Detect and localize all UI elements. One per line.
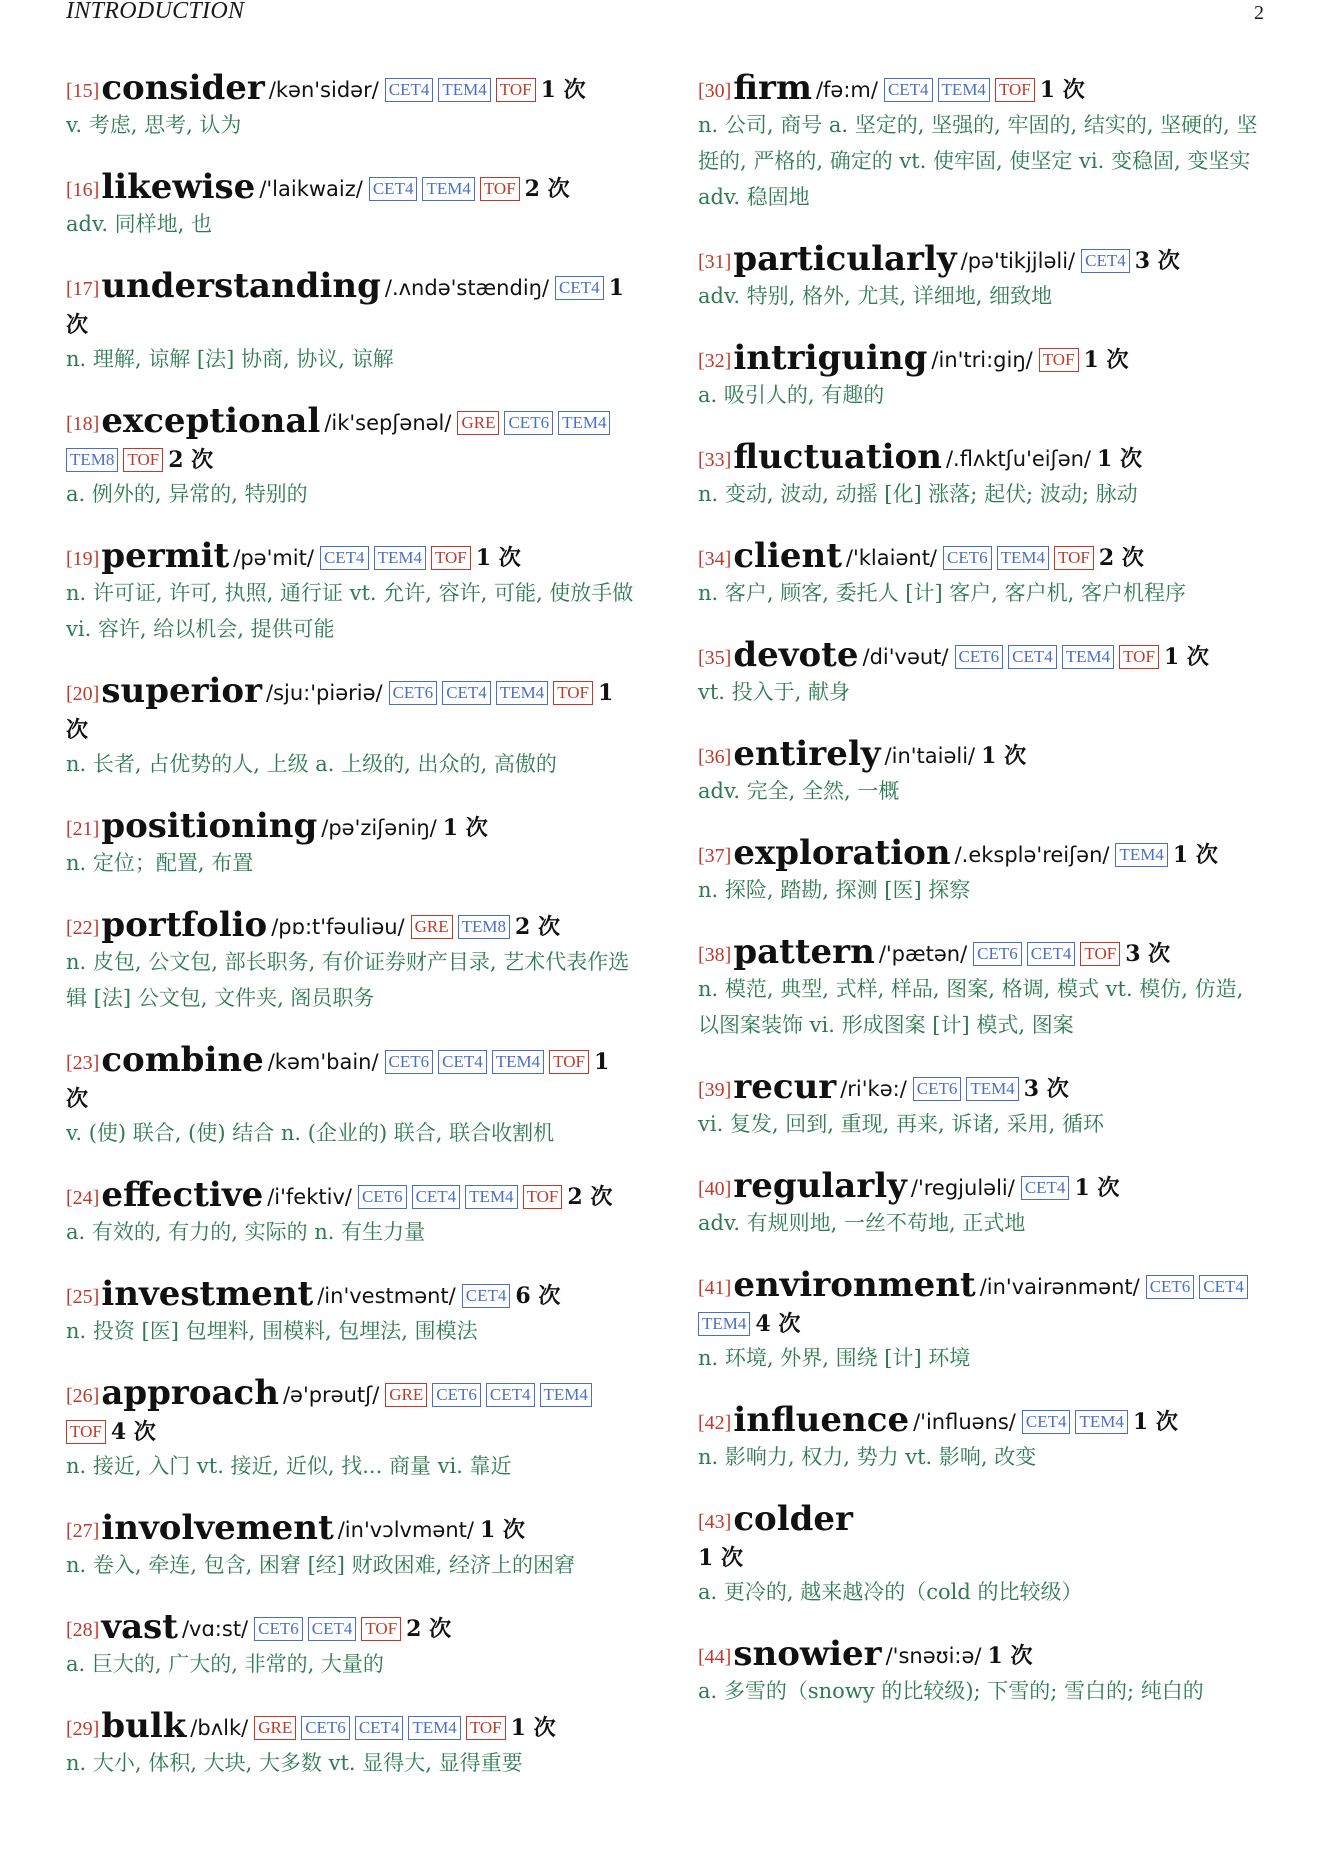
exam-tag: TOF <box>466 1716 506 1740</box>
entry-headline <box>66 538 636 577</box>
exam-tag: TEM4 <box>966 1077 1018 1101</box>
definition: n. 环境, 外界, 围绕 [计] 环境 <box>698 1346 971 1370</box>
headword: influence <box>733 1400 910 1440</box>
entry-number: [18] <box>66 413 100 435</box>
headword: devote <box>733 635 859 675</box>
headword: firm <box>733 68 812 108</box>
exam-tag: CET6 <box>385 1050 434 1074</box>
definition: a. 有效的, 有力的, 实际的 n. 有生力量 <box>66 1220 426 1244</box>
definition: n. 公司, 商号 a. 坚定的, 坚强的, 牢固的, 结实的, 坚硬的, 坚挺的, 严格的, 确定的 vt. 使牢固, 使坚定 vi. 变稳固, 变坚实 adv. 稳固地 <box>698 113 1258 209</box>
definition: adv. 完全, 全然, 一概 <box>698 779 900 803</box>
entry-headline <box>698 70 1268 109</box>
exam-tag: TEM4 <box>698 1312 750 1336</box>
occurrence-count: 1 次 <box>442 815 488 841</box>
exam-tag: TOF <box>496 78 536 102</box>
phonetic: /pə'ziʃəniŋ/ <box>321 816 437 840</box>
headword: consider <box>101 68 265 108</box>
exam-tag: CET4 <box>1027 942 1076 966</box>
exam-tag: TOF <box>431 546 471 570</box>
phonetic: /fə:m/ <box>815 78 878 102</box>
definition: v. (使) 联合, (使) 结合 n. (企业的) 联合, 联合收割机 <box>66 1121 555 1145</box>
exam-tag: CET4 <box>320 546 369 570</box>
phonetic: /'influəns/ <box>913 1410 1016 1434</box>
phonetic: /vɑ:st/ <box>181 1617 249 1641</box>
definition: n. 定位；配置, 布置 <box>66 851 254 875</box>
definition: adv. 特别, 格外, 尤其, 详细地, 细致地 <box>698 284 1053 308</box>
headword: positioning <box>101 806 318 846</box>
entry-number: [37] <box>698 845 732 867</box>
exam-tag: CET4 <box>355 1716 404 1740</box>
occurrence-count: 2 次 <box>1098 545 1144 571</box>
entry-headline <box>66 1177 636 1216</box>
exam-tag: CET4 <box>1008 645 1057 669</box>
entry-headline <box>698 340 1268 379</box>
exam-tag: TOF <box>1054 546 1094 570</box>
phonetic: /pɒ:t'fəuliəu/ <box>271 915 405 939</box>
exam-tag: CET4 <box>1021 1176 1070 1200</box>
vocab-entry <box>66 1177 636 1250</box>
occurrence-count: 1 次 <box>66 680 614 743</box>
exam-tag: TEM4 <box>1075 1410 1127 1434</box>
exam-tag: CET4 <box>1081 249 1130 273</box>
exam-tag: TOF <box>523 1185 563 1209</box>
exam-tag: TOF <box>1039 348 1079 372</box>
definition: n. 卷入, 牵连, 包含, 困窘 [经] 财政困难, 经济上的困窘 <box>66 1553 576 1577</box>
entry-number: [20] <box>66 683 100 705</box>
entry-number: [21] <box>66 818 100 840</box>
occurrence-count: 1 次 <box>510 1715 556 1741</box>
exam-tag: TOF <box>480 177 520 201</box>
headword: regularly <box>733 1166 907 1206</box>
left-column <box>66 70 636 1807</box>
entry-headline <box>698 241 1268 280</box>
entry-number: [34] <box>698 548 732 570</box>
entry-headline <box>66 1510 636 1549</box>
headword: particularly <box>733 239 957 279</box>
exam-tag: CET6 <box>943 546 992 570</box>
occurrence-count: 1 次 <box>1074 1175 1120 1201</box>
entry-headline <box>698 934 1268 973</box>
headword: likewise <box>101 167 256 207</box>
vocab-entry <box>698 439 1268 512</box>
entry-headline <box>66 1276 636 1315</box>
vocab-entry <box>698 637 1268 710</box>
exam-tag: TOF <box>1080 942 1120 966</box>
vocab-entry <box>66 1510 636 1583</box>
exam-tag: TEM8 <box>66 448 118 472</box>
occurrence-count: 2 次 <box>524 176 570 202</box>
occurrence-count: 2 次 <box>406 1616 452 1642</box>
phonetic: /ik'sepʃənəl/ <box>324 411 452 435</box>
vocab-entry <box>698 1636 1268 1709</box>
occurrence-count: 3 次 <box>1125 941 1171 967</box>
phonetic: /in'vairənmənt/ <box>979 1275 1140 1299</box>
headword: exceptional <box>101 401 321 441</box>
occurrence-count: 1 次 <box>1132 1409 1178 1435</box>
occurrence-count: 4 次 <box>755 1311 801 1337</box>
occurrence-count: 1 次 <box>540 77 586 103</box>
vocab-entry <box>66 169 636 242</box>
exam-tag: CET4 <box>412 1185 461 1209</box>
exam-tag: CET6 <box>432 1383 481 1407</box>
entry-number: [31] <box>698 251 732 273</box>
occurrence-count: 1 次 <box>987 1643 1033 1669</box>
entry-number: [36] <box>698 746 732 768</box>
exam-tag: CET4 <box>1022 1410 1071 1434</box>
entry-number: [17] <box>66 278 100 300</box>
definition: adv. 同样地, 也 <box>66 212 213 236</box>
headword: entirely <box>733 734 881 774</box>
entry-number: [32] <box>698 350 732 372</box>
phonetic: /in'taiəli/ <box>884 744 976 768</box>
occurrence-count: 1 次 <box>479 1517 525 1543</box>
vocab-entry <box>698 241 1268 314</box>
exam-tag: CET6 <box>389 681 438 705</box>
exam-tag: TEM4 <box>496 681 548 705</box>
entry-headline <box>66 70 636 109</box>
vocab-entry <box>698 1402 1268 1475</box>
entry-headline <box>698 538 1268 577</box>
vocab-entry <box>698 1168 1268 1241</box>
entry-headline <box>66 673 636 748</box>
definition: n. 长者, 占优势的人, 上级 a. 上级的, 出众的, 高傲的 <box>66 752 557 776</box>
headword: intriguing <box>733 338 928 378</box>
definition: n. 皮包, 公文包, 部长职务, 有价证券财产目录, 艺术代表作选辑 [法] 公文包, 文件夹, 阁员职务 <box>66 950 630 1010</box>
entry-headline <box>698 439 1268 478</box>
exam-tag: TOF <box>361 1617 401 1641</box>
headword: exploration <box>733 833 951 873</box>
vocab-entry <box>698 736 1268 809</box>
exam-tag: GRE <box>385 1383 427 1407</box>
entry-headline <box>66 268 636 343</box>
exam-tag: CET4 <box>486 1383 535 1407</box>
occurrence-count: 1 次 <box>698 1545 743 1571</box>
entry-number: [22] <box>66 917 100 939</box>
occurrence-count: 3 次 <box>1134 248 1180 274</box>
headword: combine <box>101 1040 264 1080</box>
phonetic: /pə'mit/ <box>233 546 314 570</box>
occurrence-count: 1 次 <box>1163 644 1209 670</box>
exam-tag: TEM4 <box>465 1185 517 1209</box>
exam-tag: CET6 <box>301 1716 350 1740</box>
definition: n. 探险, 踏勘, 探测 [医] 探察 <box>698 878 971 902</box>
vocab-entry <box>698 538 1268 611</box>
definition: a. 巨大的, 广大的, 非常的, 大量的 <box>66 1652 384 1676</box>
definition: n. 客户, 顾客, 委托人 [计] 客户, 客户机, 客户机程序 <box>698 581 1187 605</box>
vocab-entry <box>698 1501 1268 1610</box>
entry-number: [41] <box>698 1277 732 1299</box>
occurrence-count: 1 次 <box>1097 446 1142 472</box>
exam-tag: TOF <box>123 448 163 472</box>
definition: adv. 有规则地, 一丝不苟地, 正式地 <box>698 1211 1026 1235</box>
occurrence-count: 1 次 <box>1172 842 1218 868</box>
phonetic: /di'vəut/ <box>862 645 949 669</box>
entry-headline <box>698 736 1268 775</box>
exam-tag: CET6 <box>955 645 1004 669</box>
phonetic: /'klaiənt/ <box>845 546 938 570</box>
exam-tag: TEM4 <box>1115 843 1167 867</box>
phonetic: /i'fektiv/ <box>267 1185 352 1209</box>
phonetic: /'regjuləli/ <box>910 1176 1015 1200</box>
exam-tag: TEM4 <box>997 546 1049 570</box>
exam-tag: CET4 <box>442 681 491 705</box>
vocab-entry <box>66 268 636 377</box>
entry-headline <box>66 403 636 478</box>
exam-tag: TOF <box>1119 645 1159 669</box>
exam-tag: TEM4 <box>422 177 474 201</box>
occurrence-count: 1 次 <box>1039 77 1085 103</box>
entry-number: [23] <box>66 1052 100 1074</box>
entry-number: [35] <box>698 647 732 669</box>
entry-number: [19] <box>66 548 100 570</box>
entry-headline <box>698 1636 1268 1675</box>
occurrence-count: 1 次 <box>475 545 521 571</box>
occurrence-count: 3 次 <box>1023 1076 1069 1102</box>
exam-tag: GRE <box>254 1716 296 1740</box>
entry-headline <box>698 1501 1268 1576</box>
phonetic: /'laikwaiz/ <box>259 177 363 201</box>
entry-number: [33] <box>698 449 732 471</box>
definition: vi. 复发, 回到, 重现, 再来, 诉诸, 采用, 循环 <box>698 1112 1105 1136</box>
exam-tag: TEM4 <box>540 1383 592 1407</box>
headword: bulk <box>101 1706 187 1746</box>
entry-headline <box>66 1708 636 1747</box>
entry-number: [25] <box>66 1286 100 1308</box>
vocab-entry <box>66 1042 636 1151</box>
entry-headline <box>66 907 636 946</box>
exam-tag: TEM8 <box>458 915 510 939</box>
entry-headline <box>698 637 1268 676</box>
entry-headline <box>698 1267 1268 1342</box>
definition: n. 投资 [医] 包埋料, 围模料, 包埋法, 围模法 <box>66 1319 478 1343</box>
exam-tag: CET6 <box>973 942 1022 966</box>
entry-number: [43] <box>698 1511 732 1533</box>
phonetic: /in'tri:giŋ/ <box>931 348 1033 372</box>
vocab-entry <box>66 538 636 647</box>
phonetic: /.flʌktʃu'eiʃən/ <box>945 447 1092 471</box>
entry-headline <box>698 835 1268 874</box>
headword: client <box>733 536 842 576</box>
exam-tag: TEM4 <box>1062 645 1114 669</box>
exam-tag: CET6 <box>504 411 553 435</box>
entry-number: [26] <box>66 1385 100 1407</box>
headword: approach <box>101 1373 279 1413</box>
header-title: INTRODUCTION <box>66 0 245 24</box>
definition: vt. 投入于, 献身 <box>698 680 851 704</box>
exam-tag: TOF <box>995 78 1035 102</box>
vocab-entry <box>698 340 1268 413</box>
entry-number: [29] <box>66 1718 100 1740</box>
definition: n. 模范, 典型, 式样, 样品, 图案, 格调, 模式 vt. 模仿, 仿造, 以图案装饰 vi. 形成图案 [计] 模式, 图案 <box>698 977 1244 1037</box>
vocab-entry <box>66 1276 636 1349</box>
vocab-entry <box>66 907 636 1016</box>
headword: involvement <box>101 1508 334 1548</box>
vocab-entry <box>698 1267 1268 1376</box>
definition: n. 接近, 入门 vt. 接近, 近似, 找... 商量 vi. 靠近 <box>66 1454 512 1478</box>
occurrence-count: 6 次 <box>515 1283 561 1309</box>
vocab-entry <box>66 403 636 512</box>
entry-headline <box>698 1168 1268 1207</box>
entry-number: [27] <box>66 1520 100 1542</box>
headword: snowier <box>733 1634 882 1674</box>
entry-number: [38] <box>698 944 732 966</box>
headword: effective <box>101 1175 264 1215</box>
occurrence-count: 2 次 <box>515 914 560 940</box>
entry-number: [16] <box>66 179 100 201</box>
phonetic: /sju:'piəriə/ <box>266 681 383 705</box>
occurrence-count: 1 次 <box>66 1049 610 1112</box>
entry-headline <box>66 1609 636 1648</box>
entry-number: [42] <box>698 1412 732 1434</box>
entry-headline <box>66 808 636 847</box>
phonetic: /'snəʊi:ə/ <box>885 1644 982 1668</box>
definition: a. 吸引人的, 有趣的 <box>698 383 885 407</box>
entry-number: [28] <box>66 1619 100 1641</box>
entry-number: [30] <box>698 80 732 102</box>
entry-number: [24] <box>66 1187 100 1209</box>
vocab-entry <box>66 808 636 881</box>
definition: n. 影响力, 权力, 势力 vt. 影响, 改变 <box>698 1445 1037 1469</box>
right-column <box>698 70 1268 1735</box>
phonetic: /bʌlk/ <box>190 1716 249 1740</box>
exam-tag: CET4 <box>555 276 604 300</box>
vocab-entry <box>66 1609 636 1682</box>
exam-tag: GRE <box>457 411 499 435</box>
phonetic: /kəm'bain/ <box>267 1050 379 1074</box>
exam-tag: TEM4 <box>938 78 990 102</box>
headword: permit <box>101 536 230 576</box>
definition: n. 许可证, 许可, 执照, 通行证 vt. 允许, 容许, 可能, 使放手做 vi. 容许, 给以机会, 提供可能 <box>66 581 634 641</box>
definition: a. 更冷的, 越来越冷的（cold 的比较级） <box>698 1580 1083 1604</box>
phonetic: /.eksplə'reiʃən/ <box>954 843 1110 867</box>
phonetic: /in'vestmənt/ <box>317 1284 456 1308</box>
headword: colder <box>733 1499 853 1539</box>
exam-tag: CET4 <box>1199 1275 1248 1299</box>
vocab-entry <box>66 1375 636 1484</box>
exam-tag: CET6 <box>1146 1275 1195 1299</box>
phonetic: /.ʌndə'stændiŋ/ <box>384 276 550 300</box>
exam-tag: CET4 <box>462 1284 511 1308</box>
exam-tag: CET4 <box>438 1050 487 1074</box>
definition: n. 变动, 波动, 动摇 [化] 涨落; 起伏; 波动; 脉动 <box>698 482 1138 506</box>
phonetic: /ə'prəutʃ/ <box>282 1383 380 1407</box>
headword: fluctuation <box>733 437 942 477</box>
headword: recur <box>733 1067 837 1107</box>
definition: a. 多雪的（snowy 的比较级); 下雪的; 雪白的; 纯白的 <box>698 1679 1204 1703</box>
vocab-entry <box>66 70 636 143</box>
phonetic: /'pætən/ <box>878 942 968 966</box>
exam-tag: CET4 <box>369 177 418 201</box>
exam-tag: TEM4 <box>374 546 426 570</box>
headword: environment <box>733 1265 976 1305</box>
occurrence-count: 2 次 <box>567 1184 613 1210</box>
occurrence-count: 4 次 <box>110 1419 156 1445</box>
headword: understanding <box>101 266 381 306</box>
vocab-entry <box>698 1069 1268 1142</box>
vocab-entry <box>698 70 1268 215</box>
exam-tag: CET4 <box>385 78 434 102</box>
occurrence-count: 1 次 <box>981 743 1027 769</box>
vocab-entry <box>698 934 1268 1043</box>
phonetic: /kən'sidər/ <box>268 78 379 102</box>
entry-headline <box>66 169 636 208</box>
exam-tag: CET4 <box>308 1617 357 1641</box>
exam-tag: CET6 <box>254 1617 303 1641</box>
headword: pattern <box>733 932 875 972</box>
entry-number: [40] <box>698 1178 732 1200</box>
entry-headline <box>66 1042 636 1117</box>
headword: portfolio <box>101 905 268 945</box>
definition: v. 考虑, 思考, 认为 <box>66 113 242 137</box>
entry-headline <box>698 1402 1268 1441</box>
page-number: 2 <box>1254 2 1264 24</box>
entry-number: [15] <box>66 80 100 102</box>
exam-tag: GRE <box>411 915 453 939</box>
exam-tag: TEM4 <box>408 1716 460 1740</box>
phonetic: /ri'kə:/ <box>840 1077 907 1101</box>
exam-tag: TOF <box>549 1050 589 1074</box>
vocab-entry <box>66 673 636 782</box>
exam-tag: TOF <box>553 681 593 705</box>
headword: investment <box>101 1274 314 1314</box>
definition: a. 例外的, 异常的, 特别的 <box>66 482 308 506</box>
entry-headline <box>698 1069 1268 1108</box>
entry-headline <box>66 1375 636 1450</box>
exam-tag: CET4 <box>884 78 933 102</box>
exam-tag: TEM4 <box>438 78 490 102</box>
headword: vast <box>101 1607 178 1647</box>
definition: n. 大小, 体积, 大块, 大多数 vt. 显得大, 显得重要 <box>66 1751 523 1775</box>
phonetic: /pə'tikjjləli/ <box>960 249 1076 273</box>
vocab-entry <box>698 835 1268 908</box>
definition: n. 理解, 谅解 [法] 协商, 协议, 谅解 <box>66 347 394 371</box>
occurrence-count: 1 次 <box>1083 347 1129 373</box>
headword: superior <box>101 671 263 711</box>
entry-number: [39] <box>698 1079 732 1101</box>
exam-tag: CET6 <box>913 1077 962 1101</box>
exam-tag: CET6 <box>358 1185 407 1209</box>
exam-tag: TEM4 <box>558 411 610 435</box>
entry-number: [44] <box>698 1646 732 1668</box>
phonetic: /in'vɔlvmənt/ <box>337 1518 474 1542</box>
occurrence-count: 2 次 <box>168 447 214 473</box>
occurrence-count: 1 次 <box>66 275 624 338</box>
vocab-entry <box>66 1708 636 1781</box>
exam-tag: TEM4 <box>492 1050 544 1074</box>
exam-tag: TOF <box>66 1420 106 1444</box>
